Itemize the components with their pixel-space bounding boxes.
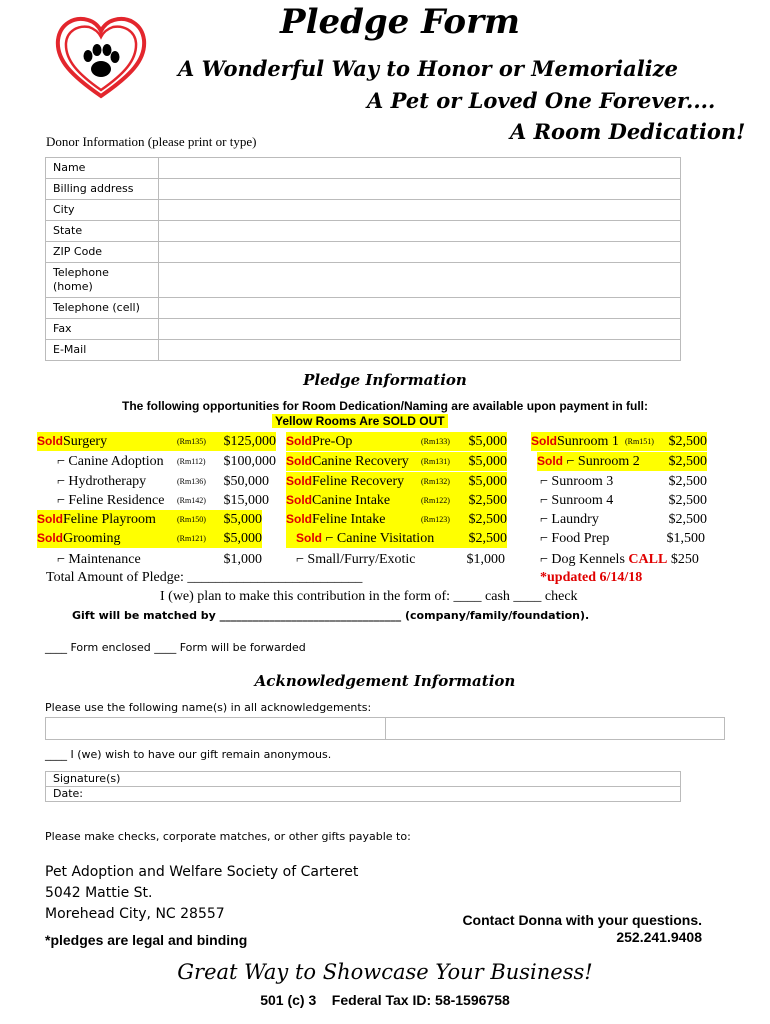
sold-label: Sold [531,434,557,448]
contribution-line[interactable]: I (we) plan to make this contribution in the form of: ____ cash ____ check [160,589,578,604]
field-input-billing[interactable] [159,179,681,200]
checkbox-icon: ⌐ [540,512,552,527]
room-item[interactable] [286,472,507,491]
checkbox-icon: ⌐ [540,493,552,508]
field-input-email[interactable] [159,340,681,361]
room-number: (Rm112) [177,457,206,466]
room-name: Canine Intake [312,493,391,508]
room-name: Dog Kennels [551,552,625,567]
room-item[interactable] [531,432,707,451]
room-name: Feline Residence [68,493,165,508]
page-title: Pledge Form [280,2,520,42]
room-item[interactable] [540,529,705,548]
room-name: Canine Adoption [68,454,164,469]
form-enclosed-line[interactable]: ____ Form enclosed ____ Form will be forwarded [45,641,306,654]
subtitle-3: A Room Dedication! [510,119,746,144]
room-number: (Rm133) [421,437,450,446]
org-address [45,862,358,925]
room-name: Maintenance [68,552,141,567]
date-field[interactable]: Date: [46,787,681,802]
sold-label: Sold [37,512,63,526]
room-name: Feline Playroom [63,512,156,527]
field-input-phone-cell[interactable] [159,298,681,319]
field-input-state[interactable] [159,221,681,242]
room-item[interactable] [286,510,507,529]
org-city: Morehead City, NC 28557 [45,906,225,922]
room-item[interactable] [286,432,507,451]
field-label-email: E-Mail [46,340,159,361]
checkbox-icon: ⌐ [322,531,337,546]
checkbox-icon: ⌐ [540,531,552,546]
room-number: (Rm132) [421,477,450,486]
paw-icon [84,44,120,77]
field-label-billing: Billing address [46,179,159,200]
checkbox-icon: ⌐ [296,552,308,567]
checkbox-icon: ⌐ [57,474,69,489]
sold-label: Sold [286,512,312,526]
room-item[interactable] [286,529,507,548]
field-label-phone-cell: Telephone (cell) [46,298,159,319]
checkbox-icon: ⌐ [540,552,552,567]
subtitle-1: A Wonderful Way to Honor or Memorialize [178,56,678,81]
room-number: (Rm151) [625,437,654,446]
ack-name-input-1[interactable] [46,718,386,740]
signature-field[interactable]: Signature(s) [46,772,681,787]
pledge-heading: Pledge Information [303,371,467,389]
room-price: $5,000 [468,434,507,449]
total-pledge-line[interactable]: Total Amount of Pledge: _________________________ [46,570,363,585]
field-input-phone-home[interactable] [159,263,681,298]
sold-label: Sold [296,531,322,545]
sold-label: Sold [537,454,563,468]
org-street: 5042 Mattie St. [45,885,153,901]
room-price: $5,000 [468,474,507,489]
room-number: (Rm121) [177,534,206,543]
matched-line[interactable]: Gift will be matched by _________________________________ (company/family/foundation). [72,609,590,622]
room-item[interactable] [37,432,276,451]
room-name: Laundry [551,512,599,527]
room-item[interactable] [37,529,262,548]
room-name: Sunroom 2 [577,454,640,469]
room-price: $1,000 [223,552,262,567]
sold-label: Sold [286,434,312,448]
room-item[interactable] [286,452,507,471]
room-price: $2,500 [468,493,507,508]
checkbox-icon: ⌐ [563,454,578,469]
legal-note: *pledges are legal and binding [45,932,248,948]
room-price: $5,000 [223,512,262,527]
field-label-name: Name [46,158,159,179]
room-price: $5,000 [468,454,507,469]
pledge-intro: The following opportunities for Room Dedication/Naming are available upon payment in full: [121,399,649,413]
room-price: $250 [670,552,699,567]
checkbox-icon: ⌐ [57,552,69,567]
room-number: (Rm136) [177,477,206,486]
field-label-zip: ZIP Code [46,242,159,263]
room-number: (Rm131) [421,457,450,466]
room-name: Canine Recovery [312,454,409,469]
anonymous-line[interactable]: ____ I (we) wish to have our gift remain anonymous. [45,748,332,761]
room-item[interactable] [57,452,276,471]
checkbox-icon: ⌐ [540,474,552,489]
room-price: $50,000 [223,474,269,489]
subtitle-2: A Pet or Loved One Forever.... [367,88,716,113]
contact-line: Contact Donna with your questions. [462,912,702,928]
contact-block [462,912,702,946]
room-price: $1,500 [666,531,705,546]
room-item[interactable] [540,472,707,491]
room-price: $2,500 [668,434,707,449]
room-price: $5,000 [223,531,262,546]
room-item[interactable] [540,491,707,510]
sold-label: Sold [37,434,63,448]
org-name: Pet Adoption and Welfare Society of Carteret [45,864,359,880]
field-input-city[interactable] [159,200,681,221]
room-name: Hydrotherapy [68,474,147,489]
room-price: $2,500 [668,454,707,469]
room-item[interactable] [296,550,505,569]
field-label-fax: Fax [46,319,159,340]
room-name: Feline Intake [312,512,386,527]
checkbox-icon: ⌐ [57,454,69,469]
room-item[interactable] [57,491,269,510]
room-name: Grooming [63,531,121,546]
room-number: (Rm123) [421,515,450,524]
room-price: $125,000 [223,434,276,449]
room-item[interactable] [57,472,269,491]
ack-names-prompt: Please use the following name(s) in all acknowledgements: [45,701,372,714]
footer-slogan: Great Way to Showcase Your Business! [177,960,593,984]
payable-line: Please make checks, corporate matches, or other gifts payable to: [45,830,411,843]
room-price: $100,000 [223,454,276,469]
room-price: $15,000 [223,493,269,508]
room-item[interactable] [37,510,262,529]
ack-heading: Acknowledgement Information [254,672,516,690]
field-input-name[interactable] [159,158,681,179]
room-item[interactable] [540,550,718,569]
field-label-city: City [46,200,159,221]
room-item[interactable] [286,491,507,510]
room-price: $2,500 [468,531,507,546]
room-price: $2,500 [668,512,707,527]
room-name: Feline Recovery [312,474,405,489]
room-number: (Rm135) [177,437,206,446]
donor-section-label: Donor Information (please print or type) [46,134,257,149]
room-price: $1,000 [466,552,505,567]
room-name: Pre-Op [312,434,353,449]
room-number: (Rm150) [177,515,206,524]
field-label-phone-home: Telephone (home) [46,263,159,298]
footer-tax-id: 501 (c) 3 Federal Tax ID: 58-1596758 [260,992,510,1008]
room-number: (Rm142) [177,496,206,505]
room-name: Canine Visitation [336,531,435,546]
room-item[interactable] [540,510,707,529]
room-name: Sunroom 3 [551,474,614,489]
sold-out-note: Yellow Rooms Are SOLD OUT [272,414,448,428]
field-input-fax[interactable] [159,319,681,340]
field-input-zip[interactable] [159,242,681,263]
heart-paw-logo [52,14,150,100]
sold-label: Sold [286,474,312,488]
room-item[interactable] [57,550,262,569]
contact-phone: 252.241.9408 [616,929,702,945]
room-name: Surgery [63,434,108,449]
ack-name-input-2[interactable] [385,718,725,740]
room-number: (Rm122) [421,496,450,505]
room-price: $2,500 [668,474,707,489]
room-price: $2,500 [468,512,507,527]
sold-label: Sold [286,493,312,507]
checkbox-icon: ⌐ [57,493,69,508]
room-price: $2,500 [668,493,707,508]
updated-note: *updated 6/14/18 [540,570,643,585]
room-name: Sunroom 1 [557,434,619,449]
room-name: Sunroom 4 [551,493,614,508]
signature-table [45,771,681,802]
sold-label: Sold [286,454,312,468]
sold-label: Sold [37,531,63,545]
ack-names-table [45,717,725,740]
field-label-state: State [46,221,159,242]
room-name: Small/Furry/Exotic [307,552,416,567]
donor-info-table [45,157,681,361]
room-name: Food Prep [551,531,610,546]
call-label: CALL [628,552,668,567]
room-item[interactable] [537,452,707,471]
